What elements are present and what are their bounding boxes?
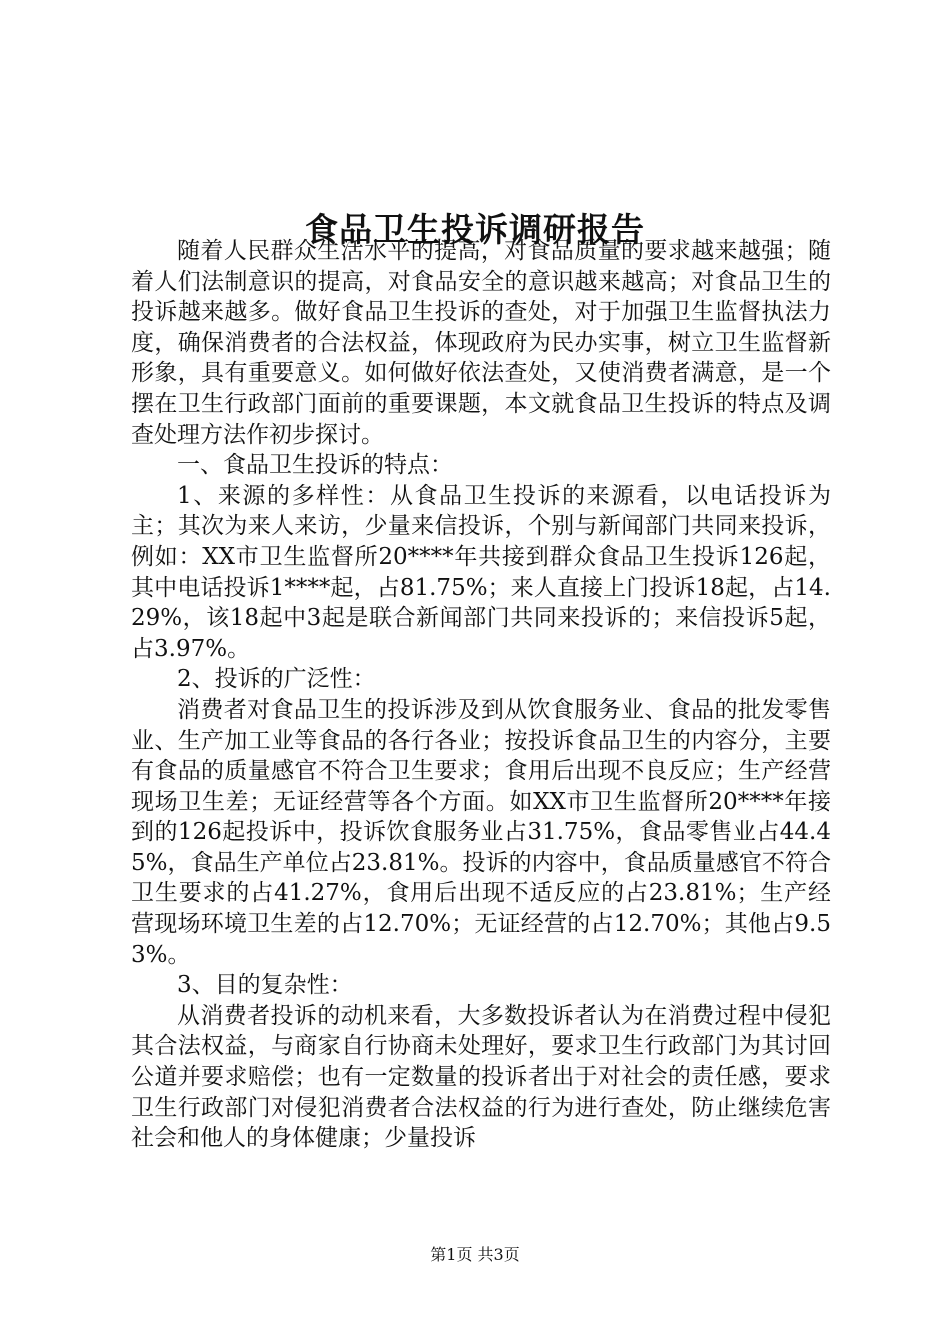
heading-section-1: 一、食品卫生投诉的特点： — [177, 452, 453, 479]
heading-complaint-breadth: 2、投诉的广泛性： — [177, 666, 376, 693]
heading-purpose-complexity: 3、目的复杂性： — [177, 972, 353, 999]
document-title: 食品卫生投诉调研报告 — [305, 210, 645, 250]
paragraph-intro: 随着人民群众生活水平的提高，对食品质量的要求越来越强；随着人们法制意识的提高，对食品安全的意识越来越高；对食品卫生的投诉越来越多。做好食品卫生投诉的查处，对于加强卫生监督执法力度，确保消费者的合法权益，体现政府为民办实事，树立卫生监督新形象，具有重要意义。如何做好依法查处，又使消费者满意，是一个摆在卫生行政部门面前的重要课题，本文就食品卫生投诉的特点及调查处理方法作初步探讨。 — [131, 238, 831, 448]
paragraph-source-diversity: 1、来源的多样性：从食品卫生投诉的来源看，以电话投诉为主；其次为来人来访，少量来信投诉，个别与新闻部门共同来投诉，例如：XX市卫生监督所20****年共接到群众食品卫生投诉126起，其中电话投诉1****起，占81.75%；来人直接上门投诉18起，占14.29%，该18起中3起是联合新闻部门共同来投诉的；来信投诉5起，占3.97%。 — [131, 482, 831, 662]
paragraph-purpose-complexity: 从消费者投诉的动机来看，大多数投诉者认为在消费过程中侵犯其合法权益，与商家自行协商未处理好，要求卫生行政部门为其讨回公道并要求赔偿；也有一定数量的投诉者出于对社会的责任感，要求卫生行政部门对侵犯消费者合法权益的行为进行查处，防止继续危害社会和他人的身体健康；少量投诉 — [131, 1002, 831, 1152]
document-body — [131, 236, 831, 1154]
page-footer: 第1页 共3页 — [430, 1245, 520, 1264]
paragraph-complaint-breadth: 消费者对食品卫生的投诉涉及到从饮食服务业、食品的批发零售业、生产加工业等食品的各行各业；按投诉食品卫生的内容分，主要有食品的质量感官不符合卫生要求；食用后出现不良反应；生产经营现场卫生差；无证经营等各个方面。如XX市卫生监督所20****年接到的126起投诉中，投诉饮食服务业占31.75%，食品零售业占44.45%，食品生产单位占23.81%。投诉的内容中，食品质量感官不符合卫生要求的占41.27%，食用后出现不适反应的占23.81%；生产经营现场环境卫生差的占12.70%；无证经营的占12.70%；其他占9.53%。 — [131, 696, 831, 968]
